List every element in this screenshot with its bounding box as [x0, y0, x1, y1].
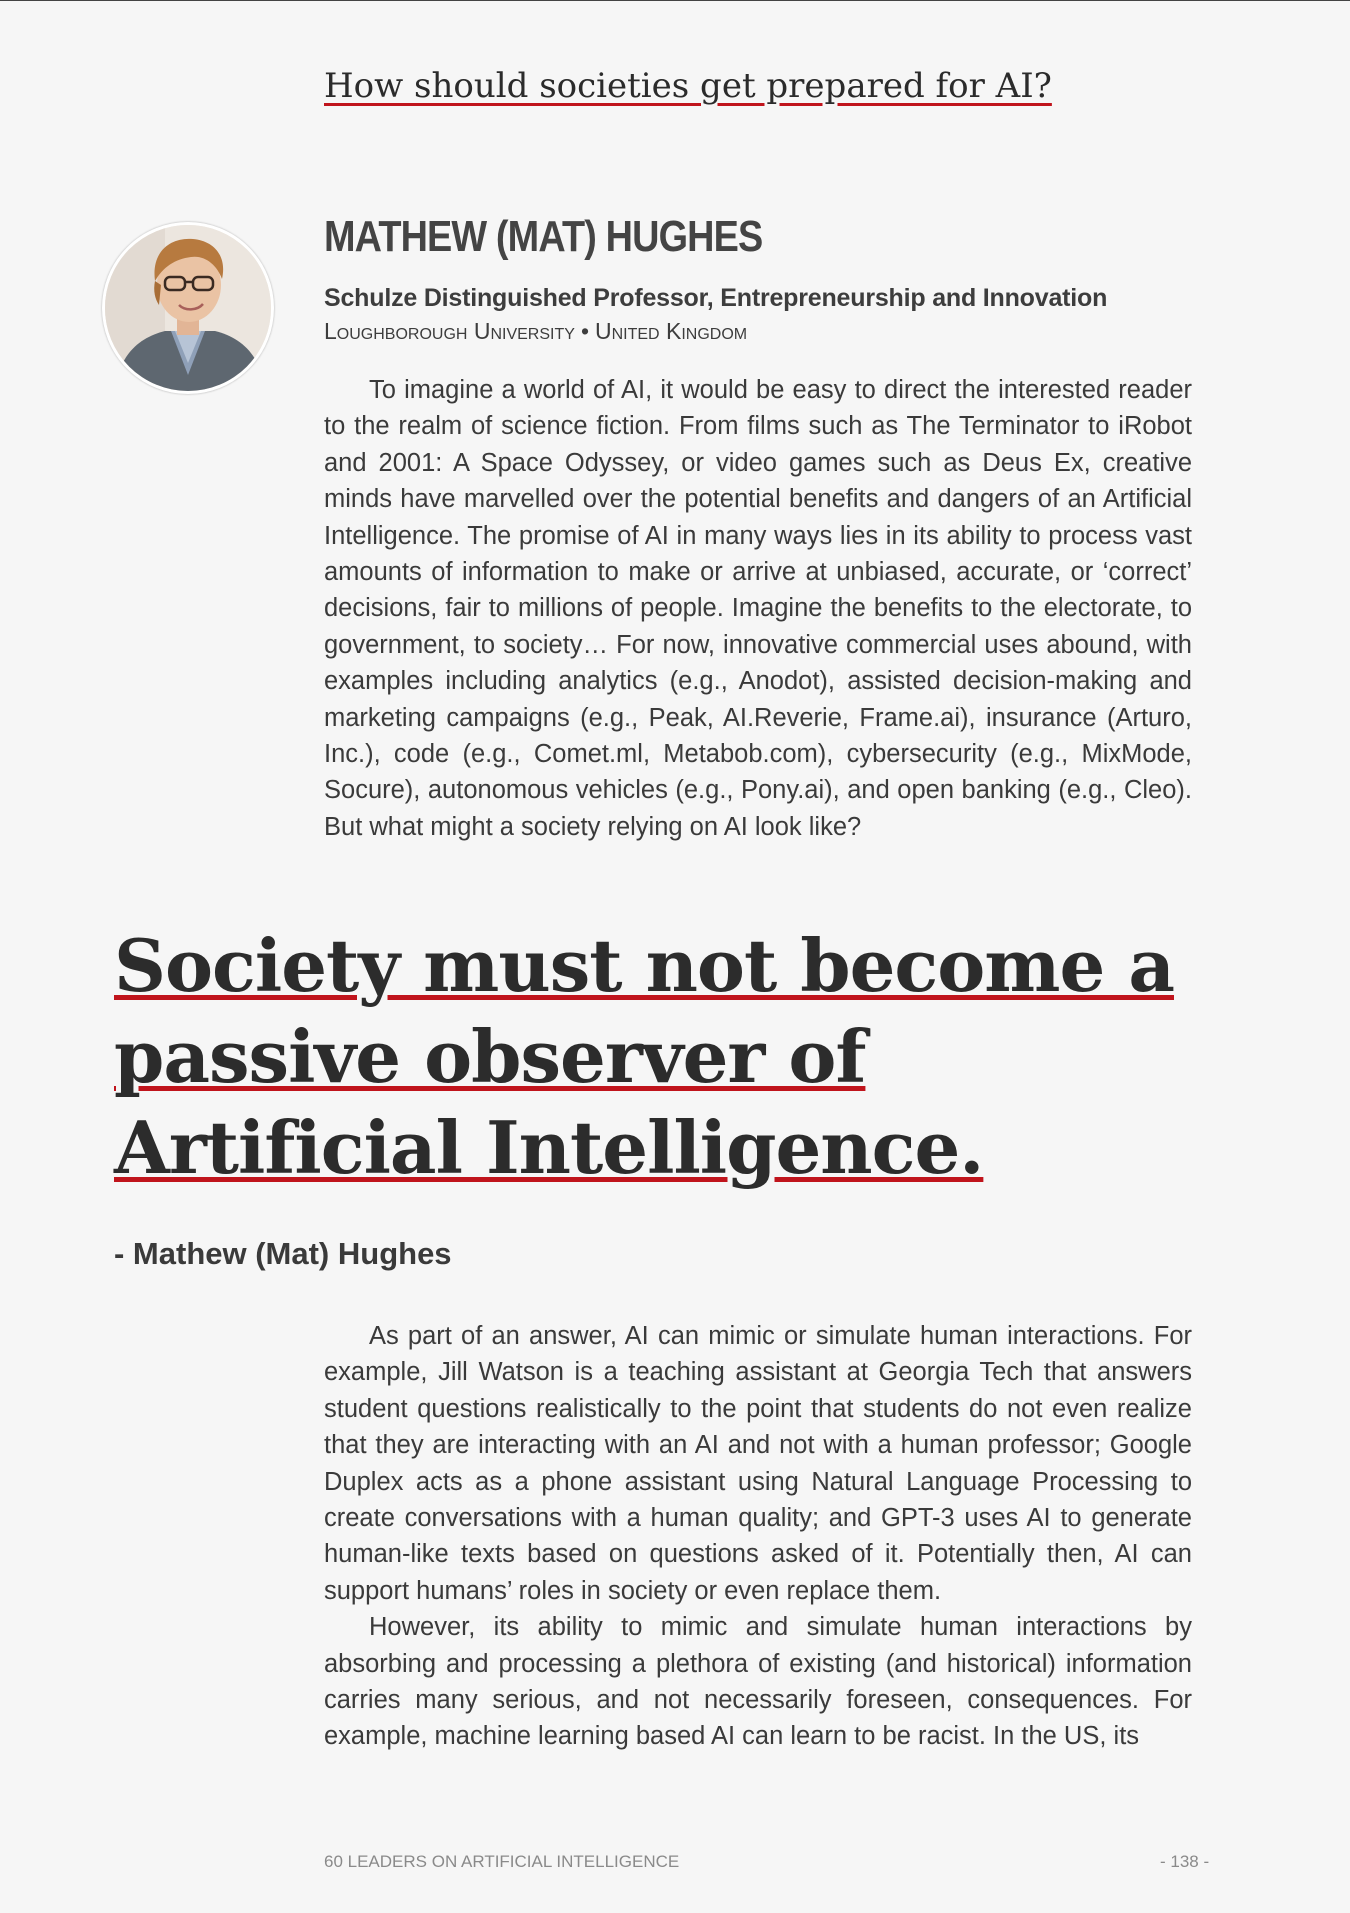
author-affiliation [324, 318, 747, 345]
author-photo [102, 222, 274, 394]
footer-page-number: - 138 - [1160, 1852, 1210, 1871]
portrait-illustration [105, 225, 271, 391]
top-border-rule [0, 0, 1350, 1]
pull-quote: Society must not become a passive observer of Artificial Intelligence. [114, 923, 1174, 1190]
body-paragraph-2: As part of an answer, AI can mimic or simulate human interactions. For example, Jill Watson is a teaching assistant at Georgia Tech that answers student questions realistically to the point that students do not even realize that they are interacting with an AI and not with a human professor; Google Duplex acts as a phone assistant using Natural Language Processing to create conversations with a human quality; and GPT-3 uses AI to generate human-like texts based on questions asked of it. Potentially then, AI can support humans’ roles in society or even replace them. [324, 1322, 1192, 1605]
footer-publication: 60 LEADERS ON ARTIFICIAL INTELLIGENCE [324, 1852, 680, 1871]
affiliation-separator: • [580, 318, 589, 344]
author-name: MATHEW (MAT) HUGHES [324, 212, 763, 261]
author-role: Schulze Distinguished Professor, Entrepreneurship and Innovation [324, 284, 1108, 312]
article-body-continued [324, 1318, 1192, 1755]
article-body-intro [324, 372, 1192, 845]
author-country: United Kingdom [595, 318, 748, 344]
body-paragraph-1: To imagine a world of AI, it would be easy to direct the interested reader to the realm of science fiction. From films such as The Terminator to iRobot and 2001: A Space Odyssey, or video games such as Deus Ex, creative minds have marvelled over the potential benefits and dangers of an Artificial Intelligence. The promise of AI in many ways lies in its ability to process vast amounts of information to make or arrive at unbiased, accurate, or ‘correct’ decisions, fair to millions of people. Imagine the benefits to the electorate, to government, to society… For now, innovative commercial uses abound, with examples including analytics (e.g., Anodot), assisted decision-making and marketing campaigns (e.g., Peak, AI.Reverie, Frame.ai), insurance (Arturo, Inc.), code (e.g., Comet.ml, Metabob.com), cybersecurity (e.g., MixMode, Socure), autonomous vehicles (e.g., Pony.ai), and open banking (e.g., Cleo). But what might a society relying on AI look like? [324, 376, 1192, 841]
body-paragraph-3: However, its ability to mimic and simulate human interactions by absorbing and processing a plethora of existing (and historical) information carries many serious, and not necessarily foreseen, consequences. For example, machine learning based AI can learn to be racist. In the US, its [324, 1613, 1192, 1751]
quote-attribution: - Mathew (Mat) Hughes [114, 1236, 452, 1271]
section-title: How should societies get prepared for AI? [324, 66, 1052, 106]
author-institution: Loughborough University [324, 318, 575, 344]
